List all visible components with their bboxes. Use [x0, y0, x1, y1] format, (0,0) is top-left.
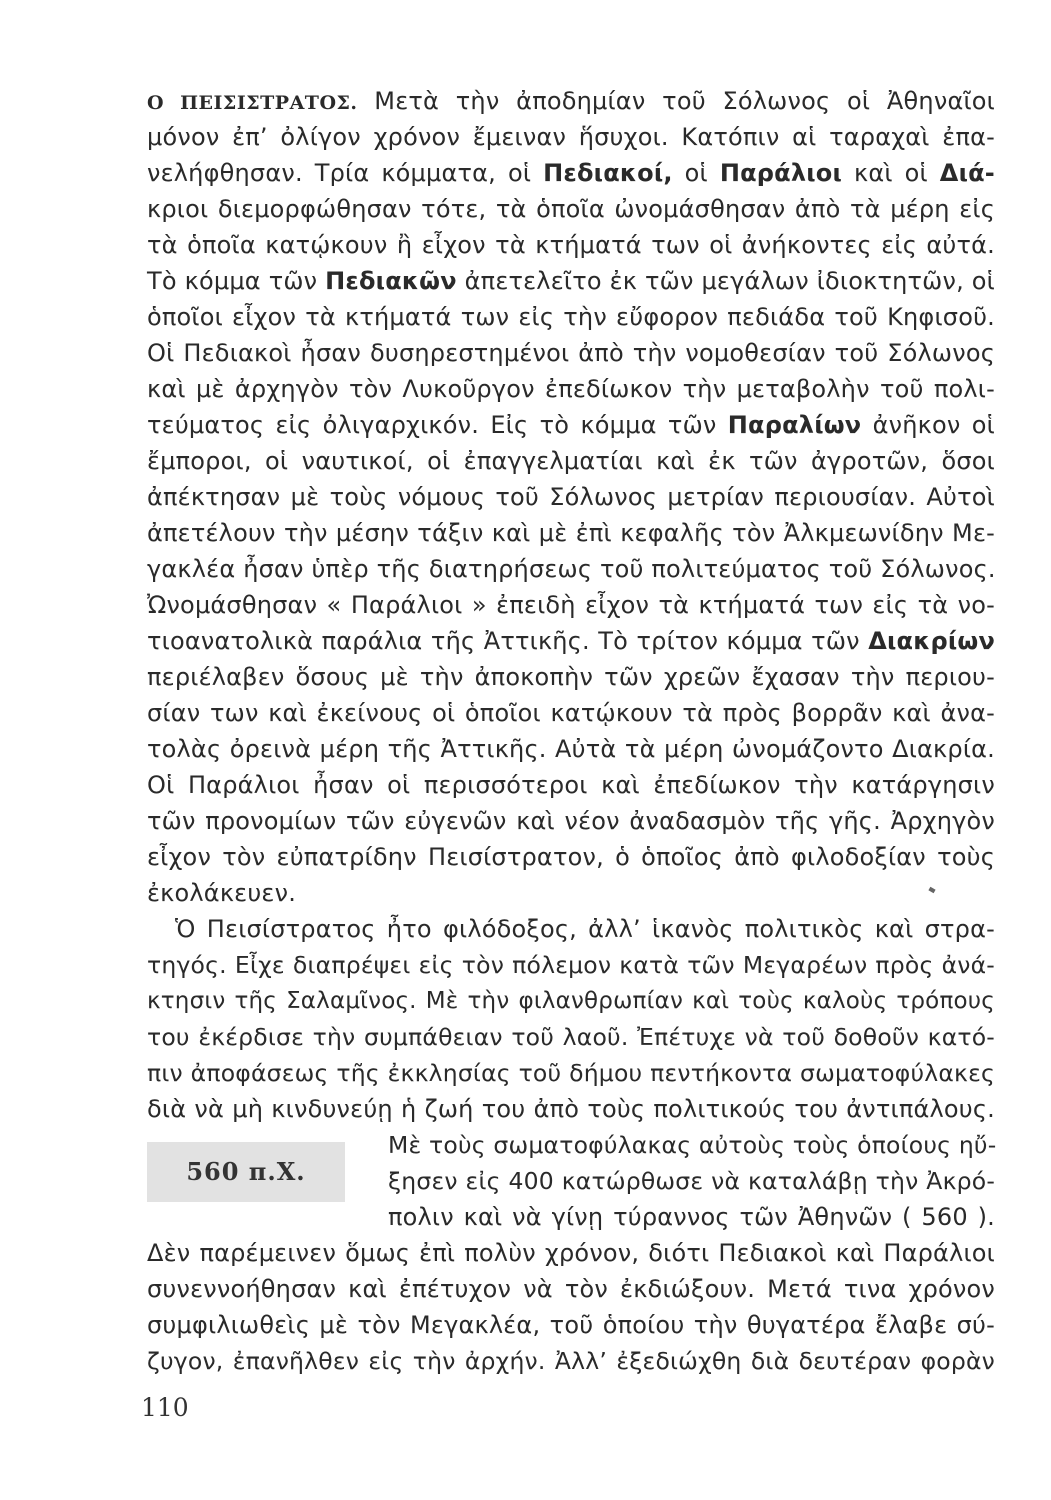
term-diakrioi: Διά- [939, 159, 995, 187]
term-pediakoi: Πεδιακοί, [543, 159, 673, 187]
text-line-26: κτησιν τῆς Σαλαμῖνος. Μὲ τὴν φιλανθρωπίαν καὶ τοὺς καλοὺς τρόπους [147, 988, 995, 1014]
text-line-23: ἐκολάκευεν. [147, 879, 297, 907]
text-line-11: ἔμποροι, οἱ ναυτικοί, οἱ ἐπαγγελματίαι καὶ ἐκ τῶν ἀγροτῶν, ὅσοι [147, 447, 995, 475]
section-heading: Ο ΠΕΙΣΙΣΤΡΑΤΟΣ. [147, 92, 358, 114]
text-line-8: Οἱ Πεδιακοὶ ἦσαν δυσηρεστημένοι ἀπὸ τὴν νομοθεσίαν τοῦ Σόλωνος [147, 339, 995, 367]
text-line-28: πιν ἀποφάσεως τῆς ἐκκλησίας τοῦ δήμου πεντήκοντα σωματοφύλακες [147, 1059, 995, 1087]
text-line-32: πολιν καὶ νὰ γίνῃ τύραννος τῶν Ἀθηνῶν ( 560 ). [388, 1203, 995, 1231]
text-line-30: Μὲ τοὺς σωματοφύλακας αὐτοὺς τοὺς ὁποίους ηὔ- [388, 1131, 997, 1159]
text-line-36: ζυγον, ἐπανῆλθεν εἰς τὴν ἀρχήν. Ἀλλ’ ἐξεδιώχθη διὰ δευτέραν φορὰν [147, 1347, 995, 1375]
term-pediakon: Πεδιακῶν [325, 267, 457, 295]
text-line-5: τὰ ὁποῖα κατῴκουν ἢ εἶχον τὰ κτήματά των οἱ ἀνήκοντες εἰς αὐτά. [147, 231, 995, 259]
text-line-19: τολὰς ὀρεινὰ μέρη τῆς Ἀττικῆς. Αὐτὰ τὰ μέρη ὠνομάζοντο Διακρία. [147, 735, 995, 763]
text-line-12: ἀπέκτησαν μὲ τοὺς νόμους τοῦ Σόλωνος μετρίαν περιουσίαν. Αὐτοὶ [147, 483, 995, 511]
text-line-35: συμφιλιωθεὶς μὲ τὸν Μεγακλέα, τοῦ ὁποίου τὴν θυγατέρα ἔλαβε σύ- [147, 1311, 995, 1339]
text-line-27: του ἐκέρδισε τὴν συμπάθειαν τοῦ λαοῦ. Ἐπέτυχε νὰ τοῦ δοθοῦν κατό- [147, 1023, 995, 1051]
text-line-13: ἀπετέλουν τὴν μέσην τάξιν καὶ μὲ ἐπὶ κεφαλῆς τὸν Ἀλκμεωνίδην Με- [147, 519, 995, 547]
text-line-21: τῶν προνομίων τῶν εὐγενῶν καὶ νέον ἀναδασμὸν τῆς γῆς. Ἀρχηγὸν [147, 807, 995, 835]
text-line-1: Ο ΠΕΙΣΙΣΤΡΑΤΟΣ. Μετὰ τὴν ἀποδημίαν τοῦ Σόλωνος οἱ Ἀθηναῖοι [147, 87, 995, 115]
text-line-6: Τὸ κόμμα τῶν Πεδιακῶν ἀπετελεῖτο ἐκ τῶν μεγάλων ἰδιοκτητῶν, οἱ [147, 267, 995, 295]
text-line-7: ὁποῖοι εἶχον τὰ κτήματά των εἰς τὴν εὔφορον πεδιάδα τοῦ Κηφισοῦ. [147, 303, 995, 331]
text-line-10: τεύματος εἰς ὀλιγαρχικόν. Εἰς τὸ κόμμα τῶν Παραλίων ἀνῆκον οἱ [147, 411, 996, 439]
text-line-9: καὶ μὲ ἀρχηγὸν τὸν Λυκοῦργον ἐπεδίωκον τὴν μεταβολὴν τοῦ πολι- [147, 375, 995, 403]
text-line-3: νελήφθησαν. Τρία κόμματα, οἱ Πεδιακοί, οἱ Παράλιοι καὶ οἱ Διά- [147, 159, 995, 187]
text-line-25: τηγός. Εἶχε διαπρέψει εἰς τὸν πόλεμον κατὰ τῶν Μεγαρέων πρὸς ἀνά- [147, 951, 995, 979]
page-number: 110 [141, 1393, 189, 1422]
text-line-22: εἶχον τὸν εὐπατρίδην Πεισίστρατον, ὁ ὁποῖος ἀπὸ φιλοδοξίαν τοὺς [147, 843, 995, 871]
text-line-16: τιοανατολικὰ παράλια τῆς Ἀττικῆς. Τὸ τρίτον κόμμα τῶν Διακρίων [147, 627, 995, 655]
text-line-33: Δὲν παρέμεινεν ὅμως ἐπὶ πολὺν χρόνον, διότι Πεδιακοὶ καὶ Παράλιοι [147, 1239, 995, 1267]
text-line-34: συνεννοήθησαν καὶ ἐπέτυχον νὰ τὸν ἐκδιώξουν. Μετά τινα χρόνον [147, 1275, 995, 1303]
margin-note-date: 560 π.Χ. [186, 1157, 306, 1186]
text-line-20: Οἱ Παράλιοι ἦσαν οἱ περισσότεροι καὶ ἐπεδίωκον τὴν κατάργησιν [147, 771, 995, 799]
text-line-18: σίαν των καὶ ἐκείνους οἱ ὁποῖοι κατῴκουν τὰ πρὸς βορρᾶν καὶ ἀνα- [147, 699, 995, 727]
term-paralion: Παραλίων [727, 411, 862, 439]
term-diakrion: Διακρίων [868, 627, 995, 655]
text-line-4: κριοι διεμορφώθησαν τότε, τὰ ὁποῖα ὠνομάσθησαν ἀπὸ τὰ μέρη εἰς [147, 195, 995, 223]
text-line-2: μόνον ἐπ’ ὀλίγον χρόνον ἔμειναν ἥσυχοι. Κατόπιν αἱ ταραχαὶ ἐπα- [147, 123, 995, 151]
text-line-29: διὰ νὰ μὴ κινδυνεύῃ ἡ ζωή του ἀπὸ τοὺς πολιτικούς του ἀντιπάλους. [147, 1095, 995, 1123]
text-line-14: γακλέα ἦσαν ὑπὲρ τῆς διατηρήσεως τοῦ πολιτεύματος τοῦ Σόλωνος. [147, 555, 996, 583]
term-paralioi: Παράλιοι [719, 159, 843, 187]
text-line-15: Ὠνομάσθησαν « Παράλιοι » ἐπειδὴ εἶχον τὰ κτήματά των εἰς τὰ νο- [147, 591, 995, 619]
text-line-31: ξησεν εἰς 400 κατώρθωσε νὰ καταλάβῃ τὴν Ἀκρό- [388, 1167, 995, 1195]
text-line-24: Ὁ Πεισίστρατος ἦτο φιλόδοξος, ἀλλ’ ἱκανὸς πολιτικὸς καὶ στρα- [175, 915, 995, 943]
text-line-17: περιέλαβεν ὅσους μὲ τὴν ἀποκοπὴν τῶν χρεῶν ἔχασαν τὴν περιου- [147, 663, 995, 691]
